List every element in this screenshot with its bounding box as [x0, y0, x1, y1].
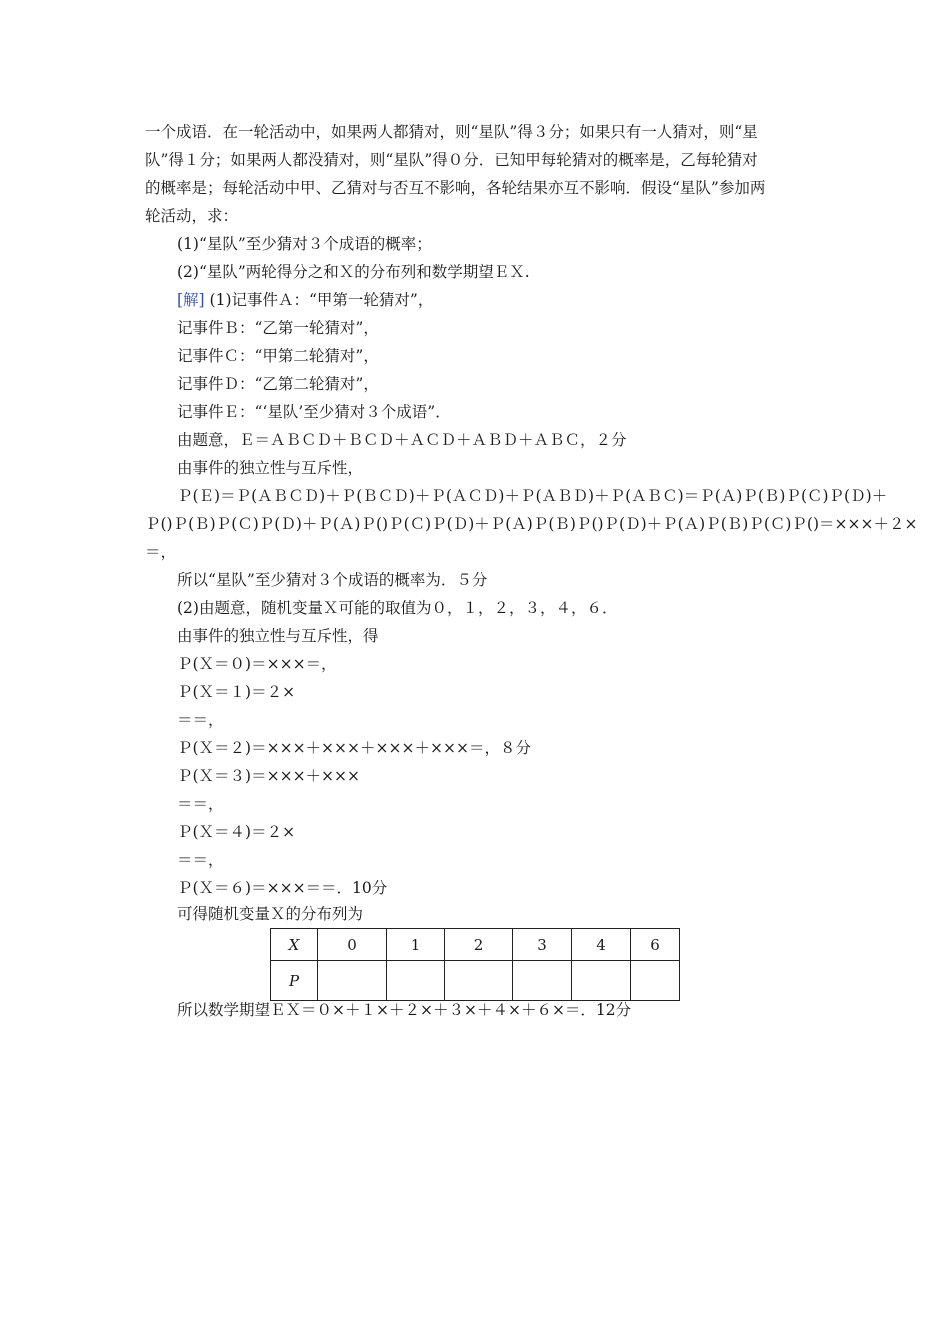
event-e-decomposition: 由题意，Ｅ＝ＡＢＣＤ＋ＢＣＤ＋ＡＣＤ＋ＡＢＤ＋ＡＢＣ，２分 [177, 431, 627, 449]
table-cell-x: 2 [445, 929, 513, 961]
formula-term: Ｐ(ＡＣＤ) [430, 487, 505, 505]
solution-start [177, 286, 433, 314]
prob-x4: Ｐ(Ｘ＝４)＝２× [177, 823, 296, 841]
solution-mark: [解] [177, 291, 205, 309]
table-cell-p [631, 961, 680, 1001]
table-cell-p [387, 961, 445, 1001]
table-cell-x: 4 [572, 929, 631, 961]
formula-term: Ｐ(ＡＢＣ) [609, 487, 684, 505]
table-cell-x: 0 [318, 929, 387, 961]
part1-conclusion: 所以“星队”至少猜对３个成语的概率为．５分 [177, 571, 488, 589]
event-b: 记事件Ｂ：“乙第一轮猜对”， [177, 319, 379, 337]
prob-x2: Ｐ(Ｘ＝２)＝×××＋×××＋×××＋×××＝，８分 [177, 739, 531, 757]
intro-line-1: 一个成语．在一轮活动中，如果两人都猜对，则“星队”得３分；如果只有一人猜对，则“星 [145, 123, 758, 141]
formula-term: Ｐ(Ａ)Ｐ(Ｂ)Ｐ(Ｃ)Ｐ(Ｄ) [699, 487, 872, 505]
intro-line-4: 轮活动，求： [145, 207, 239, 225]
pe-formula-line-1 [177, 482, 888, 510]
formula-term: Ｐ(Ｅ) [177, 487, 221, 505]
table-cell-p [572, 961, 631, 1001]
formula-term: ＝ [683, 487, 700, 505]
formula-term: Ｐ(ＢＣＤ) [340, 487, 415, 505]
independence-note: 由事件的独立性与互斥性， [177, 459, 364, 477]
pe-formula-line-3: ＝， [145, 543, 177, 561]
prob-x6: Ｐ(Ｘ＝６)＝×××＝＝．10分 [177, 879, 388, 897]
prob-x4-result: ＝＝， [177, 851, 224, 869]
table-header-x: X [271, 929, 318, 961]
solution-step-1: (1)记事件Ａ：“甲第一轮猜对”， [209, 291, 434, 309]
formula-term: ＋ [871, 487, 888, 505]
part2-independence-note: 由事件的独立性与互斥性，得 [177, 627, 379, 645]
prob-x3-result: ＝＝， [177, 795, 224, 813]
formula-term: Ｐ(ＡＢＣＤ) [235, 487, 326, 505]
table-row-x [271, 929, 680, 961]
table-cell-p [445, 961, 513, 1001]
event-c: 记事件Ｃ：“甲第二轮猜对”， [177, 347, 379, 365]
expectation-result: 所以数学期望ＥＸ＝０×＋１×＋２×＋３×＋４×＋６×＝．12分 [177, 1001, 632, 1019]
prob-x1-result: ＝＝， [177, 711, 224, 729]
table-row-p [271, 961, 680, 1001]
distribution-intro: 可得随机变量Ｘ的分布列为 [177, 905, 364, 923]
table-cell-x: 3 [513, 929, 572, 961]
prob-x3: Ｐ(Ｘ＝３)＝×××＋××× [177, 767, 361, 785]
pe-formula-line-2: Ｐ()Ｐ(Ｂ)Ｐ(Ｃ)Ｐ(Ｄ)＋Ｐ(Ａ)Ｐ()Ｐ(Ｃ)Ｐ(Ｄ)＋Ｐ(Ａ)Ｐ(Ｂ)Ｐ()Ｐ(Ｄ)＋Ｐ(Ａ)Ｐ(Ｂ)Ｐ(Ｃ)Ｐ()＝×××＋２× [145, 515, 918, 533]
part2-values: (2)由题意，随机变量Ｘ可能的取值为０，１，２，３，４，６． [177, 599, 618, 617]
intro-line-3: 的概率是；每轮活动中甲、乙猜对与否互不影响，各轮结果亦互不影响．假设“星队”参加两 [145, 179, 766, 197]
formula-term: ＋ [594, 487, 610, 505]
distribution-table [270, 928, 680, 1001]
question-2: (2)“星队”两轮得分之和Ｘ的分布列和数学期望ＥＸ. [177, 263, 530, 281]
table-header-p: P [271, 961, 318, 1001]
prob-x0: Ｐ(Ｘ＝０)＝×××＝， [177, 655, 337, 673]
intro-line-2: 队”得１分；如果两人都没猜对，则“星队”得０分．已知甲每轮猜对的概率是，乙每轮猜对 [145, 151, 758, 169]
formula-term: ＋ [414, 487, 431, 505]
formula-term: ＋ [504, 487, 520, 505]
prob-x1: Ｐ(Ｘ＝１)＝２× [177, 683, 296, 701]
event-d: 记事件Ｄ：“乙第二轮猜对”， [177, 375, 379, 393]
formula-term: Ｐ(ＡＢＤ) [520, 487, 595, 505]
table-cell-p [318, 961, 387, 1001]
table-cell-x: 6 [631, 929, 680, 961]
table-cell-p [513, 961, 572, 1001]
formula-term: ＋ [325, 487, 341, 505]
formula-term: ＝ [220, 487, 236, 505]
table-cell-x: 1 [387, 929, 445, 961]
question-1: (1)“星队”至少猜对３个成语的概率； [177, 235, 432, 253]
event-e: 记事件Ｅ：“‘星队’至少猜对３个成语”． [177, 403, 451, 421]
